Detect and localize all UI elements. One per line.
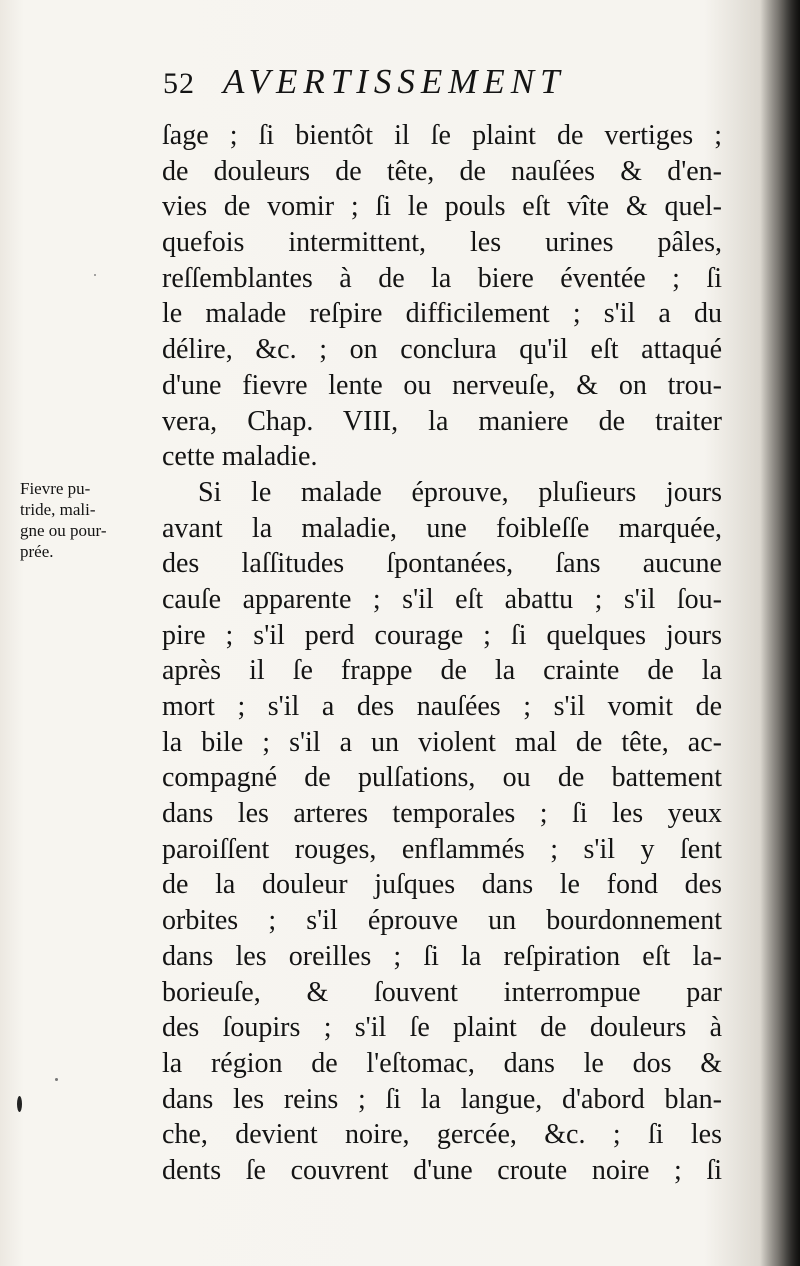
text-line: vies de vomir ; ſi le pouls eſt vîte & quel- (162, 191, 722, 223)
text-line: ſage ; ſi bientôt il ſe plaint de vertiges ; (162, 120, 722, 151)
text-line: che, devient noire, gercée, &c. ; ſi les (162, 1119, 722, 1151)
text-line: dans les oreilles ; ſi la reſpiration eſt la- (162, 940, 722, 972)
running-title: AVERTISSEMENT (223, 62, 566, 101)
text-line: le malade reſpire difficilement ; s'il a du (162, 298, 722, 330)
text-line: borieuſe, & ſouvent interrompue par (162, 976, 722, 1008)
text-line: quefois intermittent, les urines pâles, (162, 227, 722, 259)
text-line: dents ſe couvrent d'une croute noire ; ſi (162, 1154, 722, 1186)
text-line: cette maladie. (162, 441, 318, 473)
margin-note-line: prée. (20, 542, 54, 561)
text-line: compagné de pulſations, ou de battement (162, 762, 722, 794)
text-line: Si le malade éprouve, pluſieurs jours (198, 476, 722, 508)
body-text (162, 118, 722, 1189)
text-line: pire ; s'il perd courage ; ſi quelques jours (162, 619, 722, 651)
ink-speck (94, 274, 96, 276)
text-line: délire, &c. ; on conclura qu'il eſt attaqué (162, 334, 722, 366)
text-line: avant la maladie, une foibleſſe marquée, (162, 512, 722, 544)
text-line: vera, Chap. VIII, la maniere de traiter (162, 405, 722, 437)
ink-speck (55, 1078, 58, 1081)
text-line: d'une fievre lente ou nerveuſe, & on trou- (162, 369, 722, 401)
margin-note-line: tride, mali- (20, 500, 96, 519)
text-line: mort ; s'il a des nauſées ; s'il vomit de (162, 691, 722, 722)
page-number: 52 (163, 67, 195, 100)
ink-speck (17, 1096, 22, 1112)
margin-note-line: Fievre pu- (20, 479, 91, 498)
text-line: de douleurs de tête, de nauſées & d'en- (162, 155, 722, 187)
text-line: dans les reins ; ſi la langue, d'abord blan- (162, 1083, 722, 1115)
text-line: la région de l'eſtomac, dans le dos & (162, 1047, 722, 1079)
text-line: de la douleur juſques dans le fond des (162, 869, 722, 901)
margin-note-line: gne ou pour- (20, 521, 107, 540)
margin-note (20, 478, 155, 562)
page-edge-shadow (760, 0, 800, 1266)
text-line: après il ſe frappe de la crainte de la (162, 655, 722, 687)
text-line: des ſoupirs ; s'il ſe plaint de douleurs à (162, 1012, 722, 1044)
text-line: paroiſſent rouges, enflammés ; s'il y ſent (162, 833, 722, 865)
text-line: des laſſitudes ſpontanées, ſans aucune (162, 548, 722, 580)
running-header (163, 62, 683, 112)
text-line: dans les arteres temporales ; ſi les yeux (162, 798, 722, 830)
text-line: cauſe apparente ; s'il eſt abattu ; s'il ſou- (162, 583, 722, 615)
text-line: orbites ; s'il éprouve un bourdonnement (162, 905, 722, 937)
text-line: la bile ; s'il a un violent mal de tête, ac- (162, 726, 722, 758)
text-line: reſſemblantes à de la biere éventée ; ſi (162, 262, 722, 294)
